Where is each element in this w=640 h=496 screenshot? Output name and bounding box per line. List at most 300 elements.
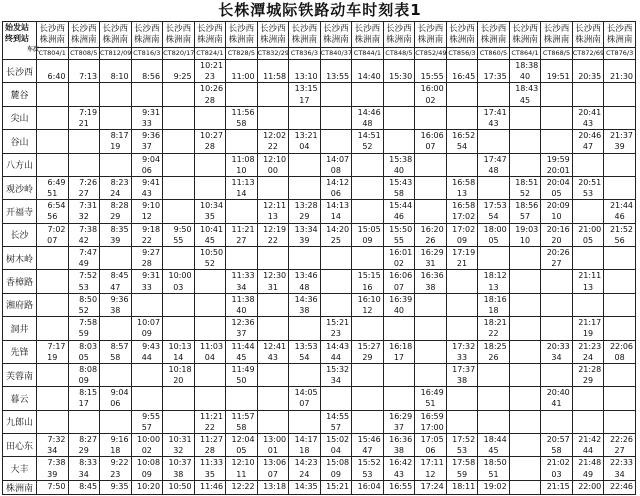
station-name: 长沙西 — [3, 60, 37, 83]
time-cell — [68, 434, 100, 457]
arrival-time — [132, 364, 163, 375]
departure-time — [226, 258, 257, 269]
time-cell — [131, 293, 163, 316]
time-cell — [478, 410, 510, 433]
departure-time: 37 — [141, 142, 152, 152]
arrival-time: 6:49 — [47, 177, 66, 187]
time-cell — [163, 317, 195, 340]
arrival-time — [415, 60, 446, 71]
arrival-time — [37, 294, 68, 305]
time-cell — [257, 293, 289, 316]
time-cell — [131, 317, 163, 340]
departure-time — [352, 422, 383, 433]
arrival-time — [163, 154, 194, 165]
time-cell — [320, 317, 352, 340]
departure-time: 07 — [299, 399, 310, 409]
train-header — [226, 22, 258, 48]
time-cell — [541, 387, 573, 410]
time-cell — [257, 83, 289, 106]
arrival-time: 14:13 — [326, 201, 350, 211]
departure-time — [573, 258, 604, 269]
time-cell — [572, 340, 604, 363]
arrival-time — [352, 177, 383, 188]
departure-time — [604, 375, 635, 386]
arrival-time: 10:07 — [137, 318, 161, 328]
time-cell — [100, 247, 132, 270]
time-cell — [509, 106, 541, 129]
arrival-time: 18:21 — [483, 318, 507, 328]
train-origin: 长沙西 — [165, 23, 192, 34]
time-cell — [541, 153, 573, 176]
arrival-time: 13:34 — [294, 224, 318, 234]
departure-time — [69, 95, 100, 106]
arrival-time: 14:55 — [326, 411, 350, 421]
time-cell — [131, 247, 163, 270]
departure-time — [415, 211, 446, 222]
departure-time: 06 — [425, 446, 436, 456]
time-cell — [194, 480, 226, 494]
time-cell — [163, 387, 195, 410]
departure-time: 28 — [204, 142, 215, 152]
time-cell — [194, 130, 226, 153]
time-cell — [572, 480, 604, 494]
arrival-time: 14:23 — [294, 458, 318, 468]
time-cell — [68, 270, 100, 293]
time-cell — [68, 387, 100, 410]
departure-time — [415, 118, 446, 129]
departure-time: 11:58 — [263, 72, 287, 82]
time-cell — [194, 247, 226, 270]
departure-time — [447, 328, 478, 339]
departure-time — [510, 165, 541, 176]
time-cell — [415, 223, 447, 246]
departure-time — [258, 95, 289, 106]
departure-time — [226, 95, 257, 106]
arrival-time — [195, 317, 226, 328]
departure-time — [352, 375, 383, 386]
arrival-time — [573, 60, 604, 71]
time-cell — [604, 270, 636, 293]
time-cell — [446, 457, 478, 480]
departure-time — [163, 328, 194, 339]
departure-time — [163, 258, 194, 269]
station-name: 树木岭 — [3, 247, 37, 270]
train-header — [163, 22, 195, 48]
departure-time: 38 — [456, 376, 468, 386]
time-cell — [226, 480, 258, 494]
departure-time: 38 — [299, 305, 310, 315]
time-cell — [509, 410, 541, 433]
departure-time: 18 — [110, 446, 121, 456]
departure-time — [321, 398, 352, 409]
header-row — [3, 22, 636, 48]
arrival-time: 9:31 — [142, 107, 161, 117]
departure-time: 14:40 — [357, 72, 381, 82]
time-cell — [415, 457, 447, 480]
arrival-time — [478, 130, 509, 141]
departure-time — [510, 487, 541, 494]
arrival-time — [541, 107, 572, 118]
time-cell — [415, 293, 447, 316]
departure-time: 26 — [425, 235, 436, 245]
departure-time: 52 — [362, 142, 373, 152]
departure-time — [100, 95, 131, 106]
arrival-time: 10:41 — [200, 224, 224, 234]
arrival-time: 8:03 — [79, 341, 98, 351]
train-origin: 长沙西 — [260, 23, 286, 34]
time-cell — [68, 83, 100, 106]
arrival-time: 10:37 — [168, 458, 192, 468]
time-cell — [509, 60, 541, 83]
time-cell — [163, 434, 195, 457]
departure-time: 44 — [141, 352, 152, 362]
departure-time — [415, 375, 446, 386]
arrival-time — [163, 60, 194, 71]
arrival-time — [226, 247, 257, 258]
train-terminus: 株洲南 — [449, 34, 475, 45]
time-cell — [478, 317, 510, 340]
time-cell — [289, 106, 321, 129]
train-terminus: 株洲南 — [323, 34, 349, 45]
time-cell — [257, 130, 289, 153]
time-cell — [320, 387, 352, 410]
train-origin: 长沙西 — [197, 23, 223, 34]
time-cell — [131, 410, 163, 433]
departure-time: 11:00 — [231, 72, 255, 82]
time-cell — [226, 153, 258, 176]
arrival-time — [100, 317, 131, 328]
departure-time — [69, 422, 100, 433]
time-cell — [100, 130, 132, 153]
departure-time: 51 — [47, 189, 58, 199]
arrival-time — [163, 83, 194, 94]
arrival-time — [37, 317, 68, 328]
departure-time — [478, 398, 509, 409]
time-cell — [194, 83, 226, 106]
time-cell — [194, 223, 226, 246]
time-cell — [257, 176, 289, 199]
arrival-time: 16:39 — [389, 294, 413, 304]
arrival-time: 11:21 — [200, 411, 224, 421]
departure-time — [447, 118, 478, 129]
arrival-time: 17:32 — [452, 341, 476, 351]
time-cell — [509, 387, 541, 410]
train-terminus: 株洲南 — [165, 34, 192, 45]
arrival-time: 16:04 — [357, 481, 381, 491]
arrival-time — [384, 107, 415, 118]
departure-time — [352, 398, 383, 409]
time-cell — [37, 410, 69, 433]
time-cell — [320, 200, 352, 223]
time-cell — [100, 153, 132, 176]
time-cell — [352, 247, 384, 270]
departure-time: 40 — [236, 305, 247, 315]
departure-time: 33 — [141, 118, 152, 128]
time-cell — [604, 457, 636, 480]
arrival-time — [69, 60, 100, 71]
time-cell — [257, 60, 289, 83]
arrival-time: 16:29 — [389, 411, 413, 421]
time-cell — [194, 60, 226, 83]
departure-time — [510, 328, 541, 339]
arrival-time — [195, 294, 226, 305]
departure-time — [384, 328, 415, 339]
departure-time: 53 — [582, 189, 594, 199]
departure-time — [541, 422, 572, 433]
departure-time: 25 — [330, 235, 341, 245]
departure-time — [163, 118, 194, 129]
time-cell — [415, 176, 447, 199]
train-code: CT836/3 — [289, 48, 321, 60]
departure-time: 42 — [78, 235, 89, 245]
arrival-time: 14:07 — [326, 154, 350, 164]
departure-time — [415, 328, 446, 339]
train-terminus: 株洲南 — [543, 34, 570, 45]
time-cell — [383, 247, 415, 270]
arrival-time — [163, 130, 194, 141]
time-cell — [478, 130, 510, 153]
departure-time: 13:10 — [294, 72, 318, 82]
time-cell — [415, 60, 447, 83]
arrival-time — [604, 294, 635, 305]
time-cell — [509, 270, 541, 293]
arrival-time — [195, 387, 226, 398]
time-cell — [446, 247, 478, 270]
arrival-time — [258, 411, 289, 422]
departure-time — [541, 375, 572, 386]
arrival-time: 8:23 — [110, 177, 129, 187]
departure-time: 28 — [141, 259, 152, 269]
departure-time — [415, 165, 446, 176]
departure-time: 43 — [267, 352, 278, 362]
arrival-time — [604, 411, 635, 422]
time-cell — [478, 270, 510, 293]
arrival-time — [510, 294, 541, 305]
departure-time: 13 — [456, 189, 468, 199]
train-header — [131, 22, 163, 48]
departure-time: 23 — [330, 329, 341, 339]
arrival-time — [415, 177, 446, 188]
departure-time: 32 — [173, 446, 184, 456]
arrival-time: 7:52 — [79, 271, 98, 281]
time-cell — [352, 176, 384, 199]
departure-time — [510, 445, 541, 456]
train-code: CT832/29 — [257, 48, 289, 60]
arrival-time: 17:52 — [452, 435, 476, 444]
departure-time: 00 — [267, 165, 278, 175]
arrival-time: 21:00 — [578, 224, 602, 234]
departure-time: 49 — [582, 469, 594, 479]
arrival-time: 16:29 — [420, 248, 444, 257]
arrival-time — [37, 107, 68, 118]
time-cell — [541, 410, 573, 433]
timetable — [2, 21, 636, 495]
arrival-time: 20:09 — [546, 201, 570, 211]
departure-time: 53 — [78, 282, 89, 292]
departure-time: 58 — [236, 422, 247, 432]
time-cell — [100, 200, 132, 223]
departure-time: 38 — [393, 446, 405, 456]
time-cell — [478, 223, 510, 246]
arrival-time: 7:19 — [79, 107, 98, 117]
time-cell — [131, 480, 163, 494]
time-cell — [194, 106, 226, 129]
arrival-time — [352, 154, 383, 165]
arrival-time: 20:57 — [546, 435, 570, 444]
time-cell — [163, 83, 195, 106]
time-cell — [37, 480, 69, 494]
time-cell — [383, 434, 415, 457]
departure-time: 20 — [551, 235, 562, 245]
departure-time: 35 — [204, 469, 215, 479]
time-cell — [383, 457, 415, 480]
time-cell — [131, 200, 163, 223]
departure-time: 40 — [393, 305, 405, 315]
arrival-time: 21:48 — [578, 458, 602, 468]
time-cell — [194, 153, 226, 176]
time-cell — [131, 60, 163, 83]
departure-time — [258, 305, 289, 316]
arrival-time — [37, 130, 68, 141]
time-cell — [572, 130, 604, 153]
arrival-time — [415, 200, 446, 211]
arrival-time — [289, 411, 320, 422]
departure-time — [226, 141, 257, 152]
arrival-time: 11:56 — [231, 107, 255, 117]
departure-time — [100, 165, 131, 176]
arrival-time — [163, 411, 194, 422]
arrival-time: 18:56 — [515, 201, 539, 211]
arrival-time — [415, 294, 446, 305]
arrival-time: 11:03 — [200, 341, 224, 351]
departure-time — [37, 375, 68, 386]
time-cell — [604, 60, 636, 83]
arrival-time — [226, 387, 257, 398]
arrival-time — [289, 60, 320, 71]
arrival-time: 12:19 — [263, 224, 287, 234]
arrival-time — [510, 107, 541, 118]
departure-time: 52 — [204, 259, 215, 269]
train-terminus: 株洲南 — [260, 34, 286, 45]
arrival-time: 21:02 — [546, 458, 570, 468]
departure-time — [447, 165, 478, 176]
departure-time: 27 — [614, 446, 625, 456]
train-terminus: 株洲南 — [354, 34, 381, 45]
arrival-time — [321, 83, 352, 94]
train-terminus: 株洲南 — [291, 34, 318, 45]
station-row — [3, 247, 636, 270]
departure-time: 54 — [299, 352, 310, 362]
arrival-time: 18:43 — [515, 84, 539, 94]
departure-time: 59 — [456, 469, 468, 479]
arrival-time — [100, 247, 131, 258]
train-origin: 长沙西 — [323, 23, 349, 34]
train-terminus: 株洲南 — [386, 34, 412, 45]
time-cell — [383, 60, 415, 83]
time-cell — [352, 387, 384, 410]
arrival-time — [510, 341, 541, 352]
arrival-time — [100, 83, 131, 94]
arrival-time: 21:28 — [578, 364, 602, 374]
time-cell — [446, 293, 478, 316]
departure-time: 19 — [110, 142, 121, 152]
departure-time: 05 — [78, 352, 89, 362]
station-row — [3, 200, 636, 223]
time-cell — [541, 106, 573, 129]
arrival-time — [132, 60, 163, 71]
time-cell — [163, 410, 195, 433]
train-origin: 长沙西 — [39, 23, 66, 34]
arrival-time: 21:23 — [578, 341, 602, 351]
time-cell — [478, 434, 510, 457]
arrival-time — [447, 83, 478, 94]
arrival-time — [510, 457, 541, 468]
departure-time: 39 — [614, 142, 625, 152]
departure-time: 15:30 — [389, 72, 413, 82]
train-header — [509, 22, 541, 48]
departure-time: 12 — [141, 212, 152, 222]
arrival-time — [352, 200, 383, 211]
departure-time: 05 — [551, 189, 562, 199]
time-cell — [100, 410, 132, 433]
arrival-time: 15:27 — [357, 341, 381, 351]
train-header — [100, 22, 132, 48]
time-cell — [572, 106, 604, 129]
time-cell — [131, 434, 163, 457]
time-cell — [446, 60, 478, 83]
arrival-time — [415, 154, 446, 165]
arrival-time — [37, 247, 68, 258]
departure-time — [541, 282, 572, 293]
time-cell — [509, 434, 541, 457]
time-cell — [68, 317, 100, 340]
departure-time: 07 — [47, 235, 58, 245]
time-cell — [163, 176, 195, 199]
departure-time — [289, 188, 320, 199]
arrival-time — [573, 247, 604, 258]
time-cell — [572, 153, 604, 176]
departure-time — [604, 258, 635, 269]
arrival-time — [541, 60, 572, 71]
time-cell — [541, 83, 573, 106]
arrival-time: 9:55 — [142, 411, 161, 421]
departure-time: 33 — [141, 282, 152, 292]
arrival-time: 9:22 — [110, 458, 129, 468]
train-origin: 长沙西 — [575, 23, 601, 34]
arrival-time: 11:57 — [231, 411, 255, 421]
departure-time — [478, 95, 509, 106]
time-cell — [478, 247, 510, 270]
time-cell — [383, 340, 415, 363]
station-name: 九郎山 — [3, 410, 37, 433]
arrival-time: 7:02 — [47, 224, 66, 234]
time-cell — [257, 247, 289, 270]
arrival-time: 8:50 — [79, 294, 98, 304]
time-cell — [478, 83, 510, 106]
time-cell — [383, 293, 415, 316]
departure-time: 34 — [47, 446, 58, 456]
time-cell — [257, 153, 289, 176]
time-cell — [572, 60, 604, 83]
arrival-time: 13:00 — [263, 435, 287, 444]
departure-time — [258, 258, 289, 269]
arrival-time: 16:00 — [420, 84, 444, 94]
arrival-time — [510, 481, 541, 488]
departure-time — [573, 95, 604, 106]
departure-time: 46 — [614, 212, 625, 222]
time-cell — [383, 176, 415, 199]
arrival-time: 16:49 — [420, 388, 444, 398]
